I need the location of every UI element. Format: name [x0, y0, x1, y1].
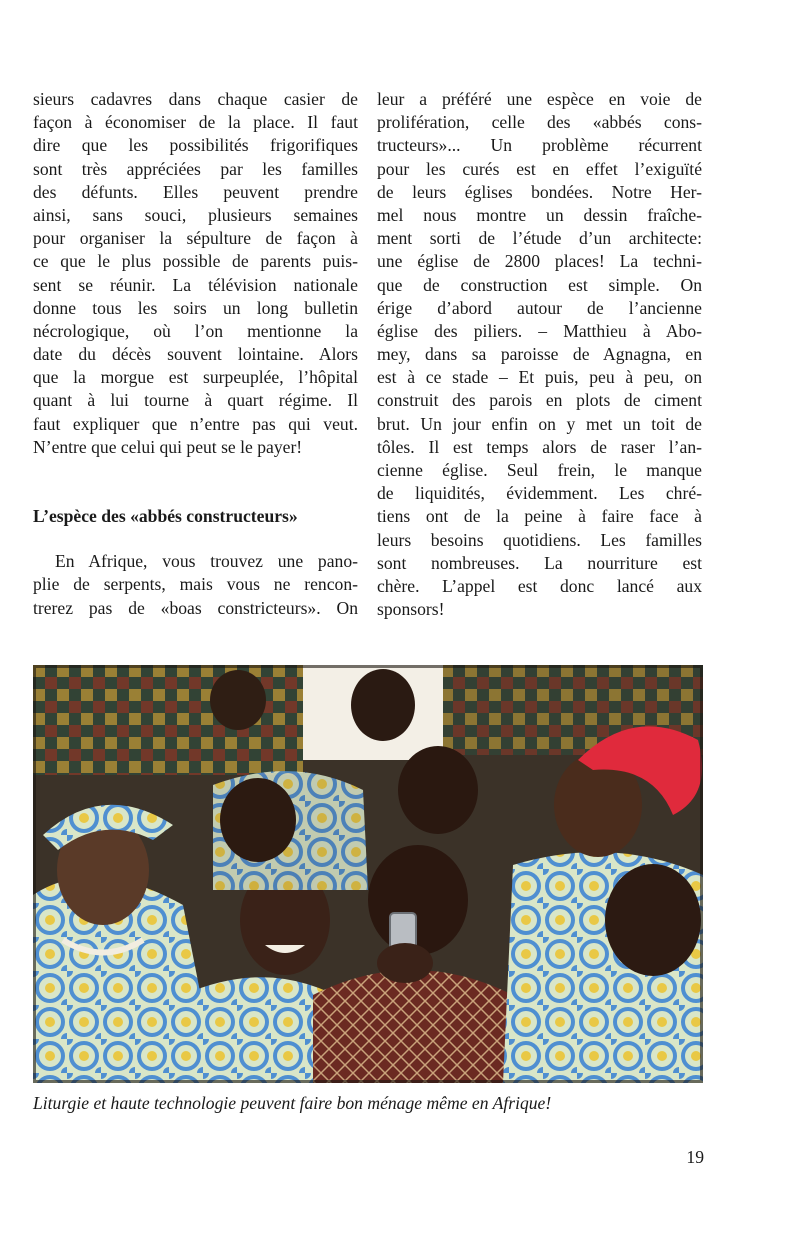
text-line: tiens ont de la peine à faire face à	[377, 506, 702, 527]
text-line: que la morgue est surpeuplée, l’hôpital	[33, 367, 358, 388]
text-line: leur a préféré une espèce en voie de	[377, 89, 702, 109]
text-line: est à ce stade – Et puis, peu à peu, on	[377, 367, 702, 388]
text-line: de leurs églises bondées. Notre Her-	[377, 181, 702, 202]
text-line: sont très appréciées par les familles	[33, 158, 358, 179]
right-column	[377, 88, 702, 621]
text-line: faut expliquer que n’entre pas qui veut.	[33, 413, 358, 434]
text-line: sent se réunir. La télévision nationale	[33, 274, 358, 295]
girl-right-head	[605, 864, 701, 976]
page-number: 19	[686, 1147, 704, 1167]
text-line: ce que le plus possible de parents puis-	[33, 251, 358, 272]
text-line: En Afrique, vous trouvez une pano-	[55, 551, 358, 572]
left-paragraph-2	[33, 550, 358, 620]
text-line: nécrologique, où l’on mentionne la	[33, 320, 358, 341]
person-back-head	[210, 670, 266, 730]
boy-head	[368, 845, 468, 955]
text-line: mel nous montre un dessin fraîche-	[377, 204, 702, 225]
text-line: brut. Un jour enfin on y met un toit de	[377, 413, 702, 434]
person-back-head	[351, 669, 415, 741]
text-line: tructeurs»... Un problème récurrent	[377, 135, 702, 156]
boy-hand	[377, 943, 433, 983]
text-line: érige d’abord autour de l’ancienne	[377, 297, 702, 318]
text-line: façon à économiser de la place. Il faut	[33, 112, 358, 133]
photo-caption: Liturgie et haute technologie peuvent faire bon ménage même en Afrique!	[33, 1093, 552, 1113]
text-line: sponsors!	[377, 599, 445, 620]
text-line: église des piliers. – Matthieu à Abo-	[377, 320, 702, 341]
text-line: trerez pas de «boas constricteurs». On	[33, 597, 358, 618]
text-line: N’entre que celui qui peut se le payer!	[33, 436, 303, 457]
boy-body	[313, 970, 518, 1083]
text-line: de liquidités, évidemment. Les chré-	[377, 483, 702, 504]
text-line: ment sorti de l’étude d’un architecte:	[377, 228, 702, 249]
left-paragraph-1	[33, 88, 358, 459]
text-line: des défunts. Elles peuvent prendre	[33, 181, 358, 202]
text-line: quant à lui tourne à quart régime. Il	[33, 390, 358, 411]
text-line: cienne église. Seul frein, le manque	[377, 460, 702, 480]
text-line: pour les curés est en effet l’exiguïté	[377, 158, 702, 179]
text-line: sont nombreuses. La nourriture est	[377, 552, 702, 573]
girl-right-body	[563, 977, 703, 1083]
text-line: chère. L’appel est donc lancé aux	[377, 575, 702, 596]
text-line: tôles. Il est temps alors de raser l’an-	[377, 436, 702, 457]
child-head	[398, 746, 478, 834]
church-congregation-photo	[33, 665, 703, 1083]
text-line: mey, dans sa paroisse de Agnagna, en	[377, 344, 702, 365]
child-head	[220, 778, 296, 862]
right-paragraph	[377, 88, 702, 621]
left-column	[33, 88, 358, 620]
text-line: ainsi, sans souci, plusieurs semaines	[33, 204, 358, 225]
text-line: sieurs cadavres dans chaque casier de	[33, 89, 358, 109]
text-line: donne tous les soirs un long bulletin	[33, 297, 358, 318]
text-line: que de construction est simple. On	[377, 274, 702, 295]
back-crowd	[33, 665, 303, 775]
text-line: dire que les possibilités frigorifiques	[33, 135, 358, 156]
text-line: pour organiser la sépulture de façon à	[33, 228, 358, 249]
text-line: construit des parois en plots de ciment	[377, 390, 702, 411]
text-line: date du décès souvent lointaine. Alors	[33, 344, 358, 365]
section-heading: L’espèce des «abbés constructeurs»	[33, 506, 298, 526]
text-line: prolifération, celle des «abbés cons-	[377, 112, 702, 133]
text-line: leurs besoins quotidiens. Les familles	[377, 529, 702, 550]
text-line: plie de serpents, mais vous ne rencon-	[33, 574, 358, 595]
text-line: une église de 2800 places! La techni-	[377, 251, 702, 272]
